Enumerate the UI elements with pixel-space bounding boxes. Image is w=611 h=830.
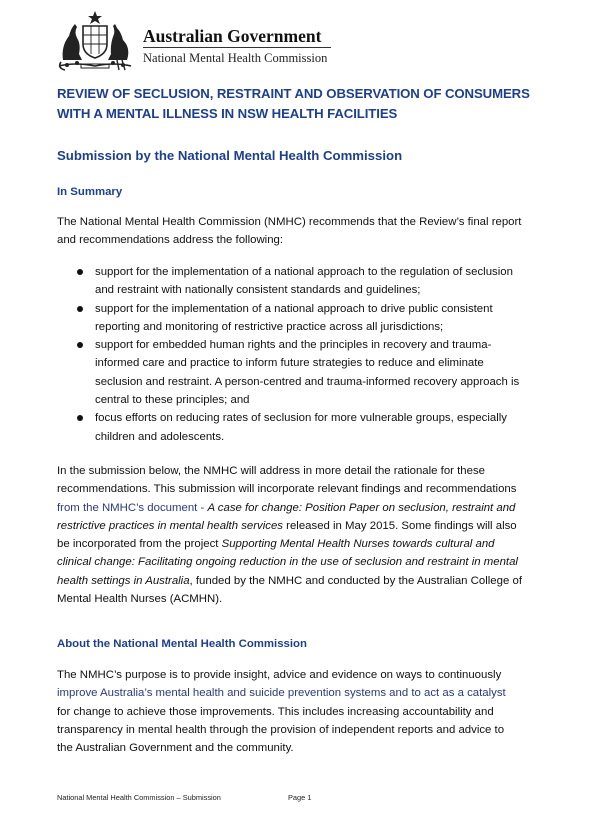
government-name: Australian Government	[143, 26, 322, 46]
list-item	[57, 409, 557, 446]
text-line: and restraint with nationally consistent standards and guidelines;	[95, 284, 421, 297]
summary-heading: In Summary	[57, 186, 123, 198]
text-line: support for embedded human rights and the principles in recovery and trauma-	[95, 339, 492, 352]
bullet-icon	[77, 415, 83, 421]
bullet-icon	[77, 342, 83, 348]
text-line: recommendations. This submission will incorporate relevant findings and recommendations	[57, 483, 517, 496]
text-line: support for the implementation of a national approach to the regulation of seclusion	[95, 266, 513, 278]
page-number: Page 1	[288, 793, 312, 802]
project-title-italic: health settings in Australia	[57, 574, 190, 587]
project-title-italic: Supporting Mental Health Nurses towards cultural and	[221, 538, 495, 551]
text-line: The National Mental Health Commission (NMHC) recommends that the Review’s final report	[57, 216, 522, 228]
rationale-paragraph	[57, 462, 557, 608]
text-line: The NMHC’s purpose is to provide insight, advice and evidence on ways to continuously	[57, 669, 502, 681]
text-line: central to these principles; and	[95, 394, 250, 407]
text-span: released in May 2015. Some findings will also	[283, 519, 517, 532]
department-name: National Mental Health Commission	[143, 51, 328, 65]
title-line: REVIEW OF SECLUSION, RESTRAINT AND OBSERVATION OF CONSUMERS	[57, 86, 530, 101]
text-line: children and adolescents.	[95, 430, 225, 443]
text-line	[57, 572, 557, 590]
text-line: reporting and monitoring of restrictive practice across all jurisdictions;	[95, 320, 444, 333]
header-divider	[143, 47, 331, 48]
coat-of-arms-logo	[55, 10, 135, 72]
text-line: transparency in mental health through the provision of independent reports and advice to	[57, 723, 505, 736]
text-line: In the submission below, the NMHC will address in more detail the rationale for these	[57, 465, 485, 477]
text-line: Mental Health Nurses (ACMHN).	[57, 593, 223, 606]
document-title-italic: A case for change: Position Paper on seclusion, restraint and	[207, 501, 516, 514]
text-line	[57, 499, 557, 517]
text-line: focus efforts on reducing rates of seclusion for more vulnerable groups, especially	[95, 412, 507, 425]
summary-intro	[57, 213, 557, 250]
text-line: informed care and practice to inform future strategies to reduce and eliminate	[95, 357, 484, 370]
footer-label: National Mental Health Commission – Submission	[57, 793, 221, 802]
project-title-italic: clinical change: Facilitating ongoing reduction in the use of seclusion and restraint in mental	[57, 556, 518, 569]
text-span: from the NMHC’s document -	[57, 501, 208, 514]
text-line: improve Australia’s mental health and suicide prevention systems and to act as a catalyst	[57, 687, 506, 700]
text-span: , funded by the NMHC and conducted by the Australian College of	[189, 574, 522, 587]
about-paragraph	[57, 666, 557, 757]
text-line: seclusion and restraint. A person-centred and trauma-informed recovery approach is	[95, 375, 520, 388]
list-item	[57, 336, 557, 409]
text-line	[57, 535, 557, 553]
text-line: for change to achieve those improvements. This includes increasing accountability and	[57, 705, 494, 718]
text-line	[57, 517, 557, 535]
list-item	[57, 300, 557, 337]
text-line	[57, 553, 557, 571]
bullet-icon	[77, 269, 83, 275]
text-span: be incorporated from the project	[57, 538, 222, 551]
text-line: support for the implementation of a national approach to drive public consistent	[95, 302, 493, 315]
document-title-italic: restrictive practices in mental health services	[57, 519, 283, 532]
list-item	[57, 263, 557, 300]
title-line: WITH A MENTAL ILLNESS IN NSW HEALTH FACILITIES	[57, 105, 398, 121]
recommendation-list	[57, 263, 557, 446]
document-subtitle: Submission by the National Mental Health Commission	[57, 148, 403, 163]
document-title	[57, 84, 577, 123]
bullet-icon	[77, 306, 83, 312]
text-line: and recommendations address the following:	[57, 234, 284, 247]
about-heading: About the National Mental Health Commission	[57, 638, 307, 650]
text-line: the Australian Government and the community.	[57, 742, 294, 755]
